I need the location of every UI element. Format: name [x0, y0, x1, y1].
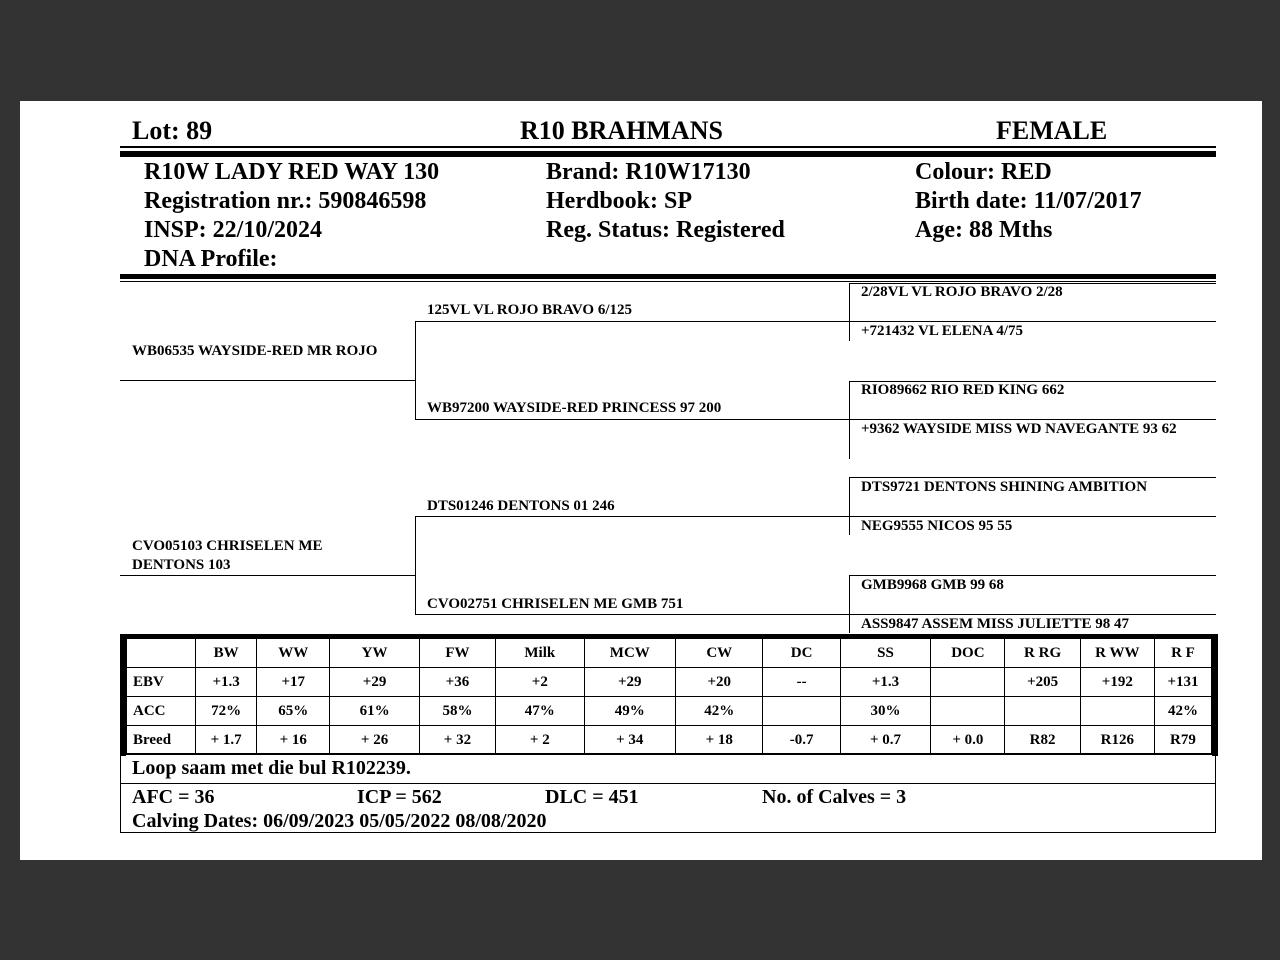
number-of-calves: No. of Calves = 3	[762, 786, 907, 808]
table-cell: + 0.7	[840, 726, 931, 755]
header-rule-thin	[120, 146, 1216, 148]
ebv-header-cell: CW	[676, 639, 763, 668]
table-cell: 65%	[257, 697, 330, 726]
sss-line	[849, 283, 1216, 284]
sex-label: FEMALE	[996, 116, 1108, 145]
sd-bracket	[849, 381, 850, 459]
ddd-line	[849, 614, 1216, 615]
dna-profile: DNA Profile:	[144, 246, 278, 272]
reg-status: Reg. Status: Registered	[546, 217, 785, 243]
sire-bracket	[415, 321, 416, 420]
lot-number: Lot: 89	[132, 116, 213, 145]
table-cell: + 18	[676, 726, 763, 755]
row-label: EBV	[127, 668, 196, 697]
info-rule-thin	[120, 281, 1216, 282]
animal-name: R10W LADY RED WAY 130	[144, 159, 440, 185]
sire-sire-sire: 2/28VL VL ROJO BRAVO 2/28	[861, 284, 1063, 300]
sire-dam: WB97200 WAYSIDE-RED PRINCESS 97 200	[427, 400, 722, 416]
table-cell	[931, 697, 1005, 726]
table-cell: +1.3	[196, 668, 257, 697]
table-cell: 42%	[676, 697, 763, 726]
ebv-header-cell	[127, 639, 196, 668]
dam-line	[120, 575, 416, 576]
ds-bracket	[849, 477, 850, 535]
table-cell: +20	[676, 668, 763, 697]
breed-row	[127, 726, 1212, 755]
dam-dam-dam: ASS9847 ASSEM MISS JULIETTE 98 47	[861, 616, 1129, 632]
table-cell: + 0.0	[931, 726, 1005, 755]
dd-bracket	[849, 575, 850, 633]
ss-line	[415, 321, 849, 322]
brand: Brand: R10W17130	[546, 159, 751, 185]
ebv-header-cell: SS	[840, 639, 931, 668]
acc-row	[127, 697, 1212, 726]
note-box	[120, 753, 1216, 784]
table-cell	[931, 668, 1005, 697]
table-cell: -0.7	[763, 726, 840, 755]
ds-line	[415, 516, 849, 517]
ebv-header-cell: WW	[257, 639, 330, 668]
note-text: Loop saam met die bul R102239.	[132, 757, 411, 779]
table-cell: + 32	[419, 726, 495, 755]
table-cell: + 1.7	[196, 726, 257, 755]
ebv-header-cell: YW	[330, 639, 419, 668]
ebv-row	[127, 668, 1212, 697]
header-rule-thick	[120, 151, 1216, 157]
sire-dam-sire: RIO89662 RIO RED KING 662	[861, 382, 1065, 398]
table-cell: +131	[1154, 668, 1211, 697]
dam: CVO05103 CHRISELEN ME DENTONS 103	[132, 538, 323, 573]
table-cell: --	[763, 668, 840, 697]
info-rule-thick	[120, 274, 1216, 279]
dam-dam-sire: GMB9968 GMB 99 68	[861, 577, 1004, 593]
breed-title: R10 BRAHMANS	[520, 116, 723, 145]
ebv-header-cell: BW	[196, 639, 257, 668]
afc: AFC = 36	[132, 786, 215, 808]
footer-box	[120, 783, 1216, 833]
table-cell: R82	[1005, 726, 1080, 755]
icp: ICP = 562	[357, 786, 442, 808]
herdbook: Herdbook: SP	[546, 188, 693, 214]
table-cell: +17	[257, 668, 330, 697]
table-cell: 72%	[196, 697, 257, 726]
table-cell: 61%	[330, 697, 419, 726]
age: Age: 88 Mths	[915, 217, 1053, 243]
registration-number: Registration nr.: 590846598	[144, 188, 427, 214]
table-cell: + 2	[496, 726, 584, 755]
table-cell: 47%	[496, 697, 584, 726]
ebv-header-cell: Milk	[496, 639, 584, 668]
ebv-header-cell: R WW	[1080, 639, 1154, 668]
inspection-date: INSP: 22/10/2024	[144, 217, 323, 243]
table-cell: +205	[1005, 668, 1080, 697]
lot-card	[20, 101, 1262, 860]
dd-line	[415, 614, 849, 615]
table-cell: +29	[584, 668, 676, 697]
table-cell	[763, 697, 840, 726]
sdd-line	[849, 419, 1216, 420]
ssd-line	[849, 321, 1216, 322]
dam-sire-dam: NEG9555 NICOS 95 55	[861, 518, 1013, 534]
table-cell: +1.3	[840, 668, 931, 697]
row-label: Breed	[127, 726, 196, 755]
table-cell	[1005, 697, 1080, 726]
ebv-header-cell: MCW	[584, 639, 676, 668]
table-cell: +192	[1080, 668, 1154, 697]
table-cell: 42%	[1154, 697, 1211, 726]
dam-sire-sire: DTS9721 DENTONS SHINING AMBITION	[861, 479, 1148, 495]
ebv-header-cell: DC	[763, 639, 840, 668]
dam-sire: DTS01246 DENTONS 01 246	[427, 498, 615, 514]
sire-dam-dam: +9362 WAYSIDE MISS WD NAVEGANTE 93 62	[861, 421, 1177, 437]
table-cell: R126	[1080, 726, 1154, 755]
ebv-header-cell: FW	[419, 639, 495, 668]
ss-bracket	[849, 283, 850, 341]
dlc: DLC = 451	[545, 786, 639, 808]
table-cell	[1080, 697, 1154, 726]
sire-line	[120, 380, 416, 381]
table-cell: + 16	[257, 726, 330, 755]
row-label: ACC	[127, 697, 196, 726]
ebv-header-cell: DOC	[931, 639, 1005, 668]
table-cell: +36	[419, 668, 495, 697]
ebv-table	[120, 634, 1218, 756]
table-cell: + 26	[330, 726, 419, 755]
ebv-header-cell: R F	[1154, 639, 1211, 668]
ebv-header-cell: R RG	[1005, 639, 1080, 668]
sds-line	[849, 381, 1216, 382]
dss-line	[849, 477, 1216, 478]
ebv-header-row	[127, 639, 1212, 668]
colour: Colour: RED	[915, 159, 1052, 185]
table-cell: 58%	[419, 697, 495, 726]
dam-dam: CVO02751 CHRISELEN ME GMB 751	[427, 596, 684, 612]
calving-dates: Calving Dates: 06/09/2023 05/05/2022 08/08/2020	[132, 810, 547, 832]
sd-line	[415, 419, 849, 420]
table-cell: R79	[1154, 726, 1211, 755]
table-cell: 49%	[584, 697, 676, 726]
table-cell: 30%	[840, 697, 931, 726]
dam-bracket	[415, 516, 416, 615]
sire: WB06535 WAYSIDE-RED MR ROJO	[132, 343, 378, 359]
dds-line	[849, 575, 1216, 576]
birth-date: Birth date: 11/07/2017	[915, 188, 1142, 214]
sire-sire-dam: +721432 VL ELENA 4/75	[861, 323, 1024, 339]
dsd-line	[849, 516, 1216, 517]
table-cell: + 34	[584, 726, 676, 755]
table-cell: +29	[330, 668, 419, 697]
sire-sire: 125VL VL ROJO BRAVO 6/125	[427, 302, 633, 318]
table-cell: +2	[496, 668, 584, 697]
